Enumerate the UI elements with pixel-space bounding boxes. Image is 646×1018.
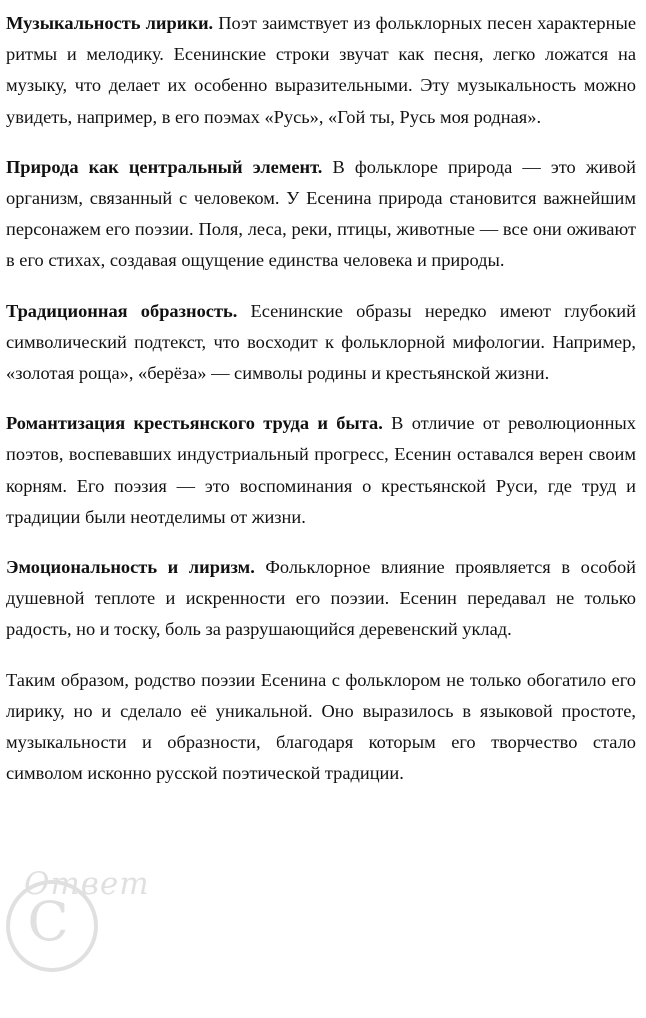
paragraph-nature bbox=[6, 152, 636, 277]
paragraph-text: Таким образом, родство поэзии Есенина с фольклором не только обогатило его лирику, но и сделало её уникальной. Оно выразилось в языковой простоте, музыкальности и образности, благодаря которым его творчество стало символом исконно русской поэтической традиции. bbox=[6, 669, 636, 784]
paragraph-text: Поэт заимствует из фольклорных песен характерные ритмы и мелодику. Есенинские строки звучат как песня, легко ложатся на музыку, что делает их особенно выразительными. Эту музыкальность можно увидеть, например, в его поэмах «Русь», «Гой ты, Русь моя родная». bbox=[6, 13, 636, 127]
paragraph-musicality bbox=[6, 8, 636, 133]
paragraph-lead: Природа как центральный элемент. bbox=[6, 156, 323, 177]
paragraph-lead: Музыкальность лирики. bbox=[6, 13, 214, 33]
paragraph-text: Есенинские образы нередко имеют глубокий символический подтекст, что восходит к фольклорной мифологии. Например, «золотая роща», «берёза» — символы родины и крестьянской жизни. bbox=[6, 300, 636, 384]
watermark bbox=[4, 856, 194, 1006]
watermark-text: Ответ bbox=[24, 866, 150, 902]
paragraph-lead: Традиционная образность. bbox=[6, 300, 238, 321]
paragraph-conclusion bbox=[6, 665, 636, 790]
watermark-mark: C bbox=[27, 890, 69, 953]
paragraph-emotionality bbox=[6, 552, 636, 646]
paragraph-lead: Эмоциональность и лиризм. bbox=[6, 557, 255, 578]
paragraph-peasant-labor bbox=[6, 408, 636, 533]
paragraph-imagery bbox=[6, 296, 636, 390]
paragraph-text: Фольклорное влияние проявляется в особой душевной теплоте и искренности его поэзии. Есенин передавал не только радость, но и тоску, боль за разрушающийся деревенский уклад. bbox=[6, 557, 637, 640]
watermark-circle-icon bbox=[6, 880, 98, 972]
paragraph-text: В отличие от революционных поэтов, воспевавших индустриальный прогресс, Есенин оставался верен своим корням. Его поэзия — это воспоминания о крестьянской Руси, где труд и традиции были неотделимы от жизни. bbox=[6, 413, 636, 527]
paragraph-text: В фольклоре природа — это живой организм, связанный с человеком. У Есенина природа становится важнейшим персонажем его поэзии. Поля, леса, реки, птицы, животные — все они оживают в его стихах, создавая ощущение единства человека и природы. bbox=[6, 156, 636, 271]
paragraph-lead: Романтизация крестьянского труда и быта. bbox=[6, 413, 383, 434]
